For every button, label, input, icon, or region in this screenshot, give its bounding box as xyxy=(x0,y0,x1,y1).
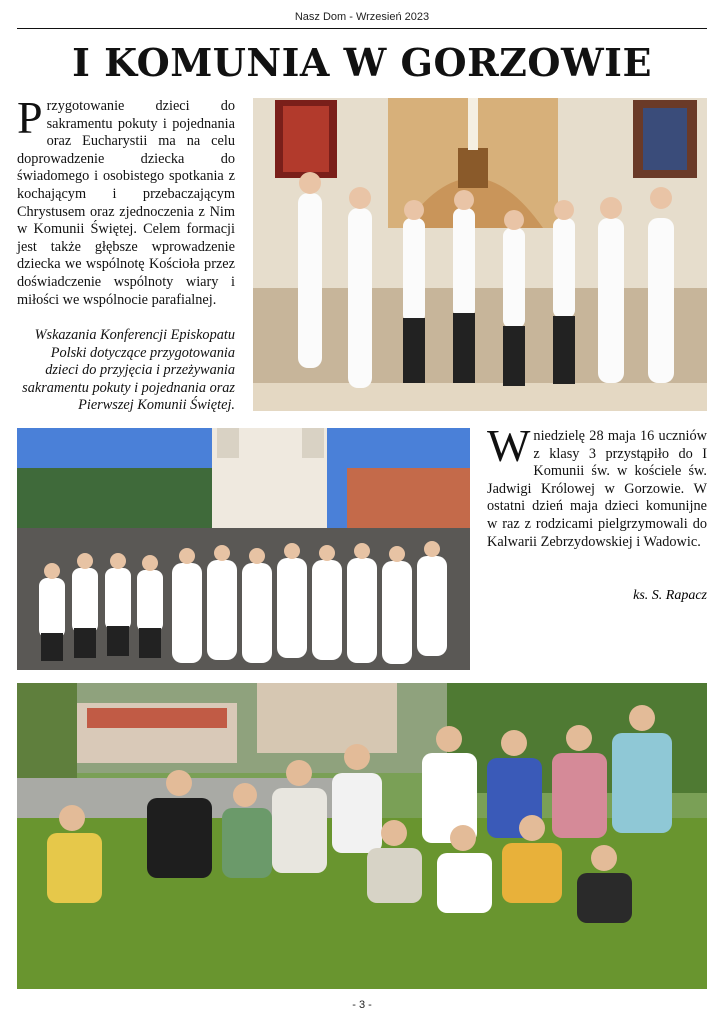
pilgrimage-group-photo xyxy=(17,683,707,989)
basilica-group-illustration xyxy=(17,428,470,670)
intro-drop-cap: P xyxy=(17,92,43,143)
basilica-group-photo xyxy=(17,428,470,670)
intro-paragraph xyxy=(17,92,235,309)
story-drop-cap: W xyxy=(487,420,531,471)
page-number: - 3 - xyxy=(352,999,372,1011)
church-interior-photo xyxy=(253,98,707,411)
pilgrimage-group-illustration xyxy=(17,683,707,989)
church-interior-illustration xyxy=(253,98,707,411)
page-header: Nasz Dom - Wrzesień 2023 xyxy=(294,11,430,23)
article-title: I KOMUNIA W GORZOWIE xyxy=(72,40,652,85)
story-paragraph xyxy=(487,420,707,551)
story-text: niedzielę 28 maja 16 uczniów z klasy 3 przystąpiło do I Komunii św. w kościele św. Jadwigi Królowej w Gorzowie. W ostatni dzień maja dzieci komunijne w raz z rodzicami pielgrzymowali do Kalwarii Zebrzydowskiej i Wadowic. xyxy=(487,428,707,550)
intro-text: rzygotowanie dzieci do sakramentu pokuty i pojednania oraz Eucharystii ma na celu doprowadzenie dziecka do świadomego i osobistego spotkania z kochającym i przebaczającym Chrystusem oraz zjednoczenia z Nim w Komunii Świętej. Celem formacji jest także głębsze wprowadzenie dziecka we wspólnotę Kościoła przez doświadczenie wspólnoty wiary i miłości we wspólnocie parafialnej. xyxy=(17,98,235,308)
bishops-quote: Wskazania Konferencji Episkopatu Polski dotyczące przygotowania dzieci do przyjęcia i przeżywania sakramentu pokuty i pojednania oraz Pierwszej Komunii Świętej. xyxy=(22,327,235,414)
header-rule xyxy=(17,28,707,29)
author-signature: ks. S. Rapacz xyxy=(633,588,707,603)
